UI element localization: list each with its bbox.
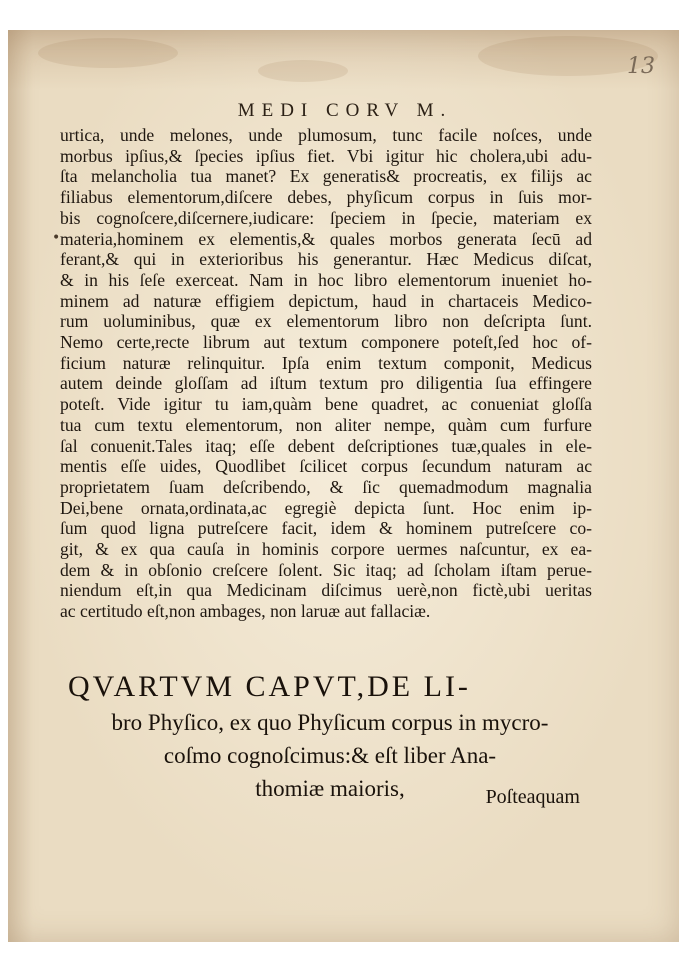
chapter-heading-line: bro Phyſico, ex quo Phyſicum corpus in mycro- xyxy=(111,710,549,735)
text-line: niendum eſt,in qua Medicinam diſcimus uerè,non fictè,ubi ueritas xyxy=(60,580,592,601)
text-line: Dei,bene ornata,ordinata,ac egregiè depicta ſunt. Hoc enim ip- xyxy=(60,497,592,518)
text-line: poteſt. Vide igitur tu iam,quàm bene quadret, ac conueniat gloſſa xyxy=(60,394,592,415)
text-line: materia,hominem ex elementis,& quales morbos generata ſecū ad xyxy=(60,228,592,249)
margin-mark: • xyxy=(52,230,61,246)
text-line: ſta melancholia tua manet? Ex generatis& procreatis, ex filijs ac xyxy=(60,166,592,187)
text-line: minem ad naturæ effigiem depictum, haud in chartaceis Medico- xyxy=(60,290,592,311)
text-line: ſal conuenit.Tales itaq; eſſe debent deſcriptiones tuæ,quales in ele- xyxy=(60,435,592,456)
text-line: tua cum textu elementorum, non aliter nempe, quàm cum furfure xyxy=(60,414,592,435)
text-line: urtica, unde melones, unde plumosum, tunc facile noſces, unde xyxy=(60,125,592,145)
text-line: mentis eſſe uides, Quodlibet ſcilicet corpus ſecundum naturam ac xyxy=(60,456,592,477)
text-line: dem & in obſonio creſcere ſolent. Sic itaq; ad ſcholam iſtam perue- xyxy=(60,559,592,580)
paper-stain xyxy=(258,60,348,82)
text-line: ac certitudo eſt,non ambages, non laruæ aut fallaciæ. xyxy=(60,601,431,622)
text-line: bis cognoſcere,diſcernere,iudicare: ſpeciem in ſpecie, materiam ex xyxy=(60,207,592,228)
text-line: ficium naturæ relinquitur. Ipſa enim textum componit, Medicus xyxy=(60,352,592,373)
text-line: autem deinde gloſſam ad iſtum textum pro diligentia ſua effingere xyxy=(60,373,592,394)
chapter-heading xyxy=(60,668,600,805)
text-line: ſum quod ligna putreſcere facit, idem & hominem putreſcere co- xyxy=(60,518,592,539)
chapter-heading-line: QVARTVM CAPVT,DE LI- xyxy=(68,670,471,703)
running-head: MEDI CORV M. xyxy=(237,100,453,121)
text-line: rum uoluminibus, quæ ex elementorum libro non deſcripta ſunt. xyxy=(60,311,592,332)
text-line: ferant,& qui in exterioribus his generantur. Hæc Medicus diſcat, xyxy=(60,249,592,270)
text-line: proprietatem ſuam deſcribendo, & ſic quemadmodum magnalia xyxy=(60,476,592,497)
catchword: Poſteaquam xyxy=(485,786,580,808)
paper-stain xyxy=(38,38,178,68)
text-line: filiabus elementorum,diſcere debes, phyſicum corpus in ſuis mor- xyxy=(60,187,592,208)
folio-number: 13 xyxy=(627,54,655,79)
text-line: & in his ſeſe exerceat. Nam in hoc libro elementorum inueniet ho- xyxy=(60,269,592,290)
chapter-heading-line: thomiæ maioris, xyxy=(255,776,405,801)
text-line: morbus ipſius,& ſpecies ipſius fiet. Vbi igitur hic cholera,ubi adu- xyxy=(60,145,592,166)
body-text xyxy=(60,125,592,622)
chapter-heading-line: coſmo cognoſcimus:& eſt liber Ana- xyxy=(163,743,497,768)
text-line: git, & ex qua cauſa in hominis corpore uermes naſcuntur, ex ea- xyxy=(60,539,592,560)
text-line: Nemo certe,recte librum aut textum componere poteſt,ſed hoc of- xyxy=(60,332,592,353)
